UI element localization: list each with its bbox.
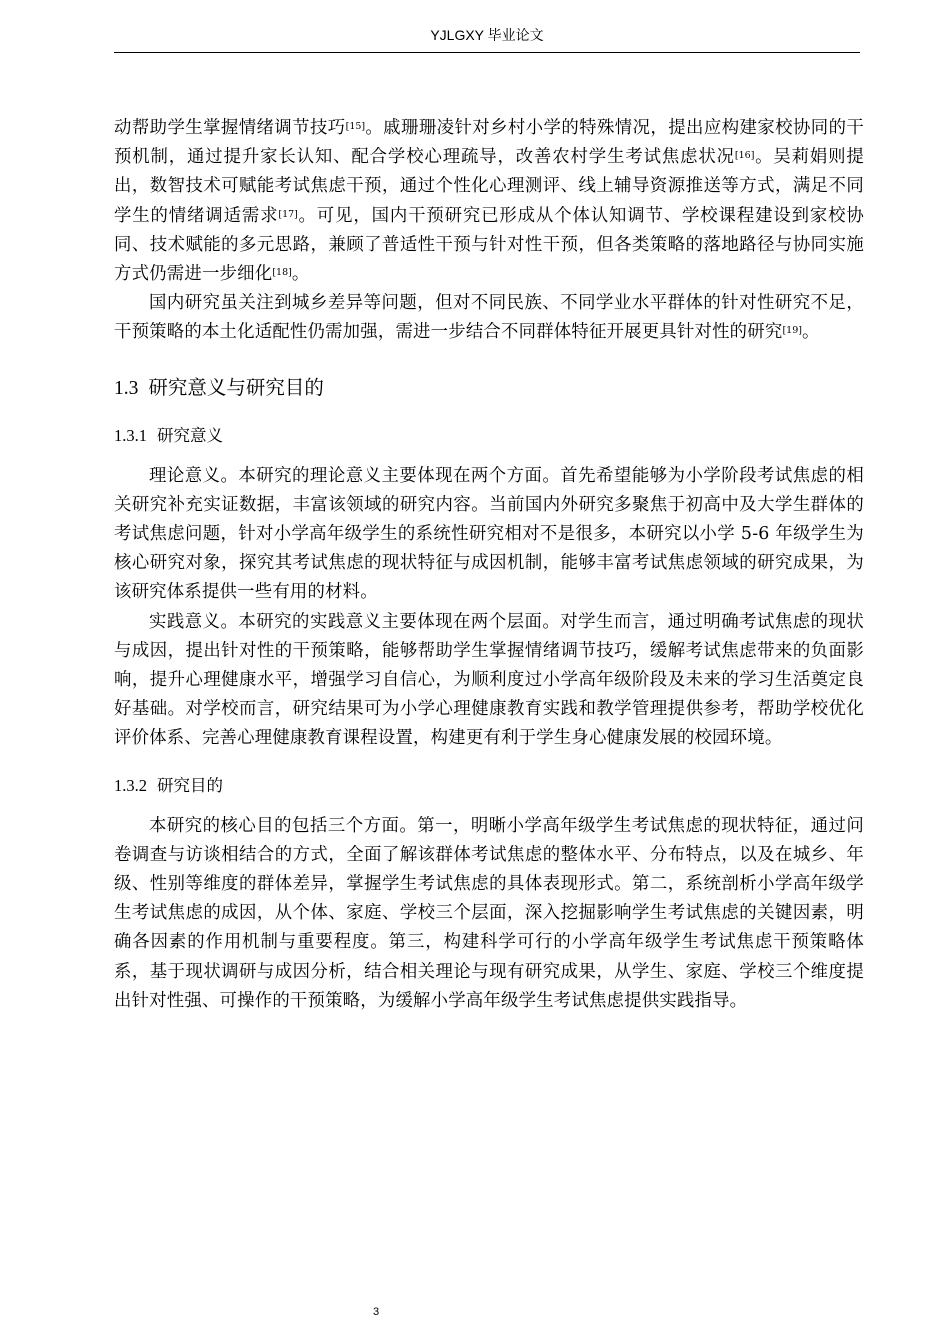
section-title: 研究意义与研究目的 [148,375,324,399]
paragraph-text: 。可见，国内干预研究已形成从个体认知调节、学校课程建设到家校协同、技术赋能的多元思路，兼顾了普适性干预与针对性干预，但各类策略的落地路径与协同实施方式仍需进一步细化 [114,205,864,285]
paragraph [114,289,864,347]
subsection-number: 1.3.1 [114,425,147,445]
paragraph: 理论意义。本研究的理论意义主要体现在两个方面。首先希望能够为小学阶段考试焦虑的相关研究补充实证数据，丰富该领域的研究内容。当前国内外研究多聚焦于初高中及大学生群体的考试焦虑问题，针对小学高年级学生的系统性研究相对不是很多，本研究以小学 5-6 年级学生为核心研究对象，探究其考试焦虑的现状特征与成因机制，能够丰富考试焦虑领域的研究成果，为该研究体系提供一些有用的材料。 [114,465,864,603]
paragraph [114,114,864,289]
header-title: YJLGXY 毕业论文 [430,27,544,43]
subsection-title: 研究目的 [157,775,223,795]
paragraph-text: 动帮助学生掌握情绪调节技巧 [114,118,346,138]
paragraph-text: 国内研究虽关注到城乡差异等问题，但对不同民族、不同学业水平群体的针对性研究不足，干预策略的本土化适配性仍需加强，需进一步结合不同群体特征开展更具针对性的研究 [114,293,864,343]
citation-ref: [19] [782,325,802,337]
citation-ref: [18] [272,267,292,279]
citation-ref: [17] [278,208,298,220]
page-header [114,22,860,53]
subsection-number: 1.3.2 [114,775,147,795]
subsection-heading [114,422,864,450]
subsection-heading [114,772,864,800]
paragraph-text: 。 [291,264,310,285]
subsection-title: 研究意义 [157,425,223,445]
paragraph-text: 。戚珊珊凌针对乡村小学的特殊情况，提出应构建家校协同的干预机制，通过提升家长认知、配合学校心理疏导，改善农村学生考试焦虑状况 [114,118,864,168]
citation-ref: [16] [734,150,755,162]
paragraph-text: 。吴莉娟则提出，数智技术可赋能考试焦虑干预，通过个性化心理测评、线上辅导资源推送等方式，满足不同学生的情绪调适需求 [114,147,864,226]
section-heading [114,373,864,404]
page-number: 3 [372,1306,380,1318]
section-number: 1.3 [114,377,139,399]
paragraph-text: 。 [801,322,820,343]
paragraph: 实践意义。本研究的实践意义主要体现在两个层面。对学生而言，通过明确考试焦虑的现状与成因，提出针对性的干预策略，能够帮助学生掌握情绪调节技巧，缓解考试焦虑带来的负面影响，提升心理健康水平，增强学习自信心，为顺利度过小学高年级阶段及未来的学习生活奠定良好基础。对学校而言，研究结果可为小学心理健康教育实践和教学管理提供参考，帮助学校优化评价体系、完善心理健康教育课程设置，构建更有利于学生身心健康发展的校园环境。 [114,611,864,749]
page-footer [0,1306,950,1318]
page-body [114,114,864,1016]
paragraph: 本研究的核心目的包括三个方面。第一，明晰小学高年级学生考试焦虑的现状特征，通过问卷调查与访谈相结合的方式，全面了解该群体考试焦虑的整体水平、分布特点，以及在城乡、年级、性别等维度的群体差异，掌握学生考试焦虑的具体表现形式。第二，系统剖析小学高年级学生考试焦虑的成因，从个体、家庭、学校三个层面，深入挖掘影响学生考试焦虑的关键因素，明确各因素的作用机制与重要程度。第三，构建科学可行的小学高年级学生考试焦虑干预策略体系，基于现状调研与成因分析，结合相关理论与现有研究成果，从学生、家庭、学校三个维度提出针对性强、可操作的干预策略，为缓解小学高年级学生考试焦虑提供实践指导。 [114,815,864,1011]
citation-ref: [15] [345,121,366,132]
